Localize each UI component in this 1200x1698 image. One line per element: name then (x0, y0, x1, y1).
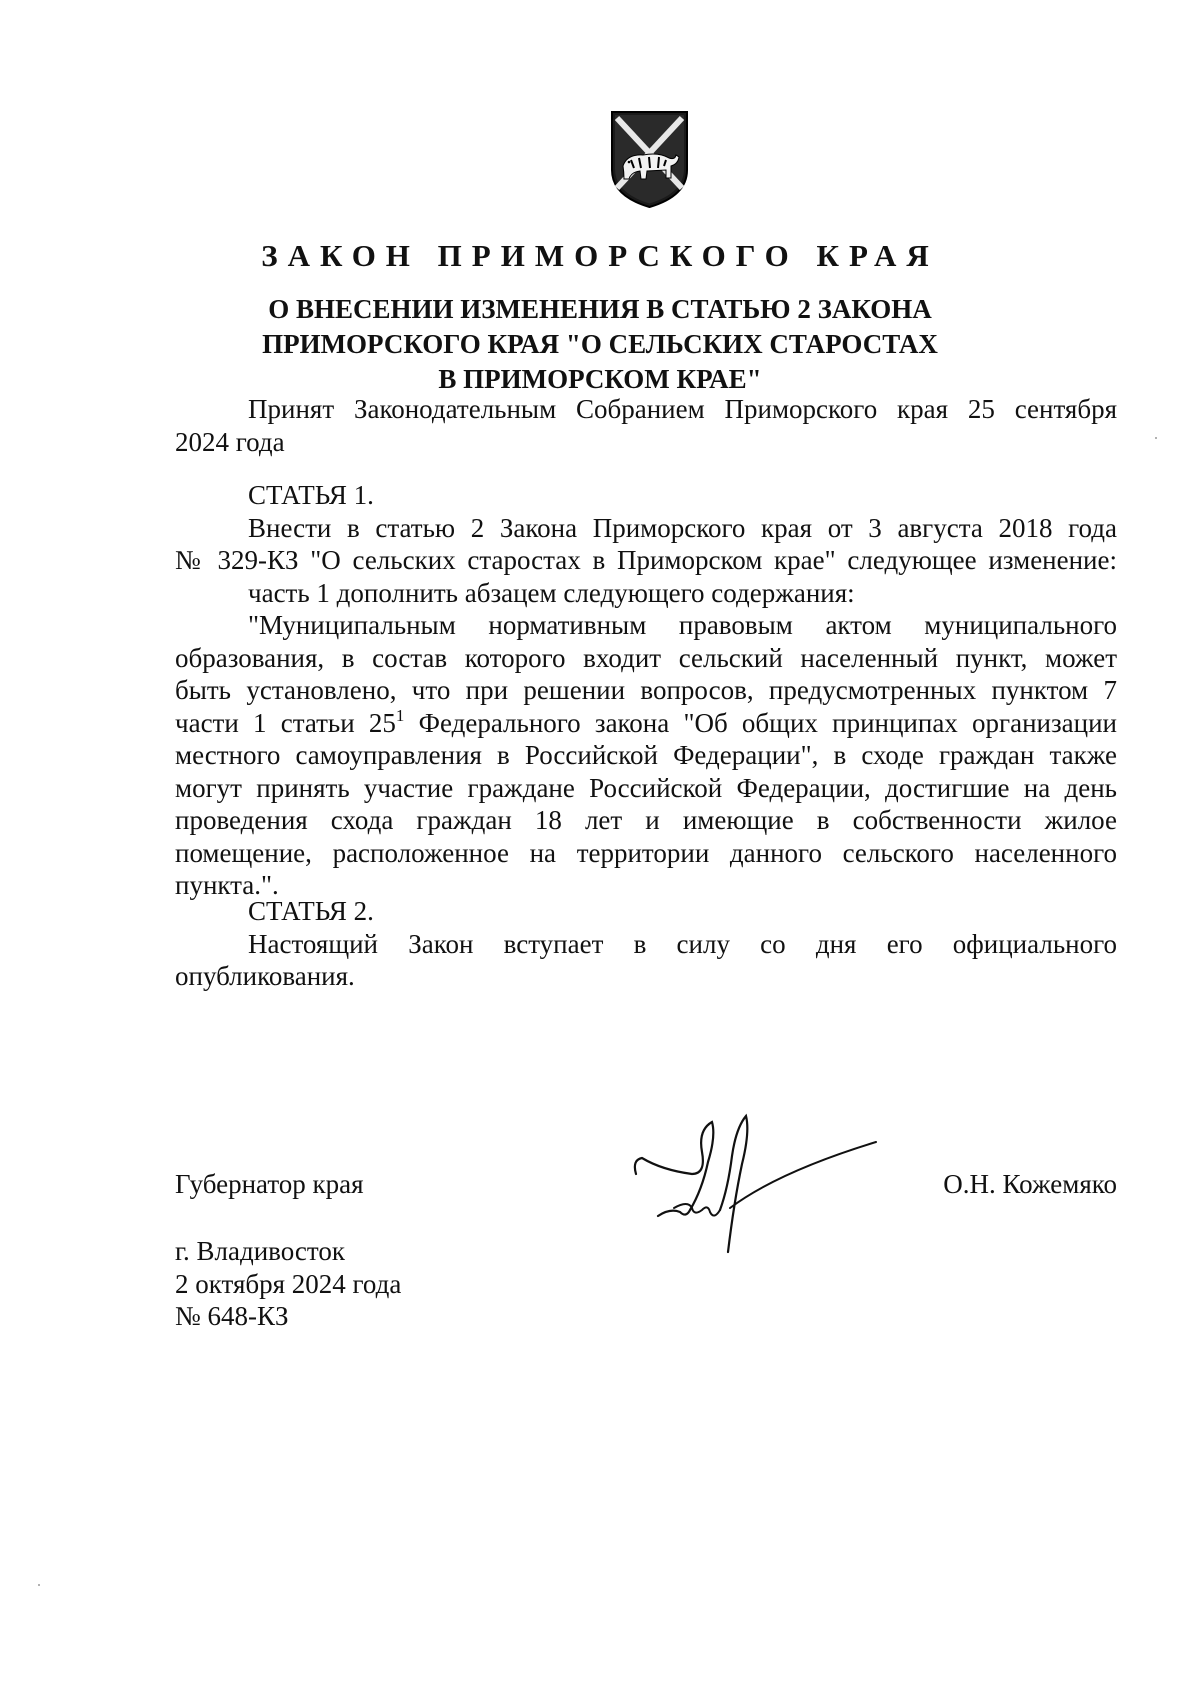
adoption-line: Принят Законодательным Собранием Приморского края 25 сентября (248, 394, 1117, 424)
quote-line: местного самоуправления в Российской Федерации", в сходе граждан также (175, 740, 1117, 770)
subtitle-line: ПРИМОРСКОГО КРАЯ "О СЕЛЬСКИХ СТАРОСТАХ (262, 329, 938, 359)
quote-fragment: Федерального закона "Об общих принципах организации (404, 707, 1117, 738)
scan-speck (38, 1584, 40, 1586)
article-heading: СТАТЬЯ 2. (248, 896, 374, 926)
article-text-line: часть 1 дополнить абзацем следующего содержания: (248, 577, 855, 608)
signing-date: 2 октября 2024 года (175, 1268, 402, 1299)
law-number: № 648-КЗ (175, 1301, 289, 1331)
quote-line: могут принять участие граждане Российской Федерации, достигшие на день (175, 772, 1117, 803)
quote-line (175, 707, 1117, 740)
scan-speck (1155, 437, 1157, 439)
quote-line: "Муниципальным нормативным правовым актом муниципального (248, 610, 1117, 640)
superscript: 1 (395, 705, 405, 725)
article-text-line: Внести в статью 2 Закона Приморского края от 3 августа 2018 года (248, 512, 1117, 543)
law-subtitle (200, 292, 1000, 397)
quote-fragment: части 1 статьи 25 (175, 707, 396, 738)
subtitle-line: В ПРИМОРСКОМ КРАЕ" (438, 364, 762, 394)
quote-line: пункта.". (175, 870, 279, 900)
article-text-line: Настоящий Закон вступает в силу со дня его официального (248, 928, 1117, 959)
quote-line: образования, в состав которого входит сельский населенный пункт, может (175, 642, 1117, 673)
article-heading: СТАТЬЯ 1. (248, 480, 374, 510)
subtitle-line: О ВНЕСЕНИИ ИЗМЕНЕНИЯ В СТАТЬЮ 2 ЗАКОНА (268, 294, 932, 324)
governor-name: О.Н. Кожемяко (943, 1169, 1117, 1199)
adoption-line: 2024 года (175, 426, 285, 457)
article-text-line: опубликования. (175, 961, 355, 991)
handwritten-signature (628, 1112, 883, 1262)
adoption-statement (175, 393, 1117, 458)
article-1 (175, 479, 1117, 902)
quote-line: быть установлено, что при решении вопросов, предусмотренных пунктом 7 (175, 675, 1117, 705)
signing-city: г. Владивосток (175, 1236, 345, 1266)
article-text-line: № 329-КЗ "О сельских старостах в Приморском крае" следующее изменение: (175, 545, 1117, 575)
article-2 (175, 895, 1117, 993)
coat-of-arms-emblem (609, 108, 690, 209)
governor-position: Губернатор края (175, 1169, 364, 1199)
quote-line: помещение, расположенное на территории данного сельского населенного (175, 837, 1117, 868)
law-title: ЗАКОН ПРИМОРСКОГО КРАЯ (261, 238, 939, 273)
document-footer (175, 1235, 401, 1333)
quote-line: проведения схода граждан 18 лет и имеющие в собственности жилое (175, 805, 1117, 835)
